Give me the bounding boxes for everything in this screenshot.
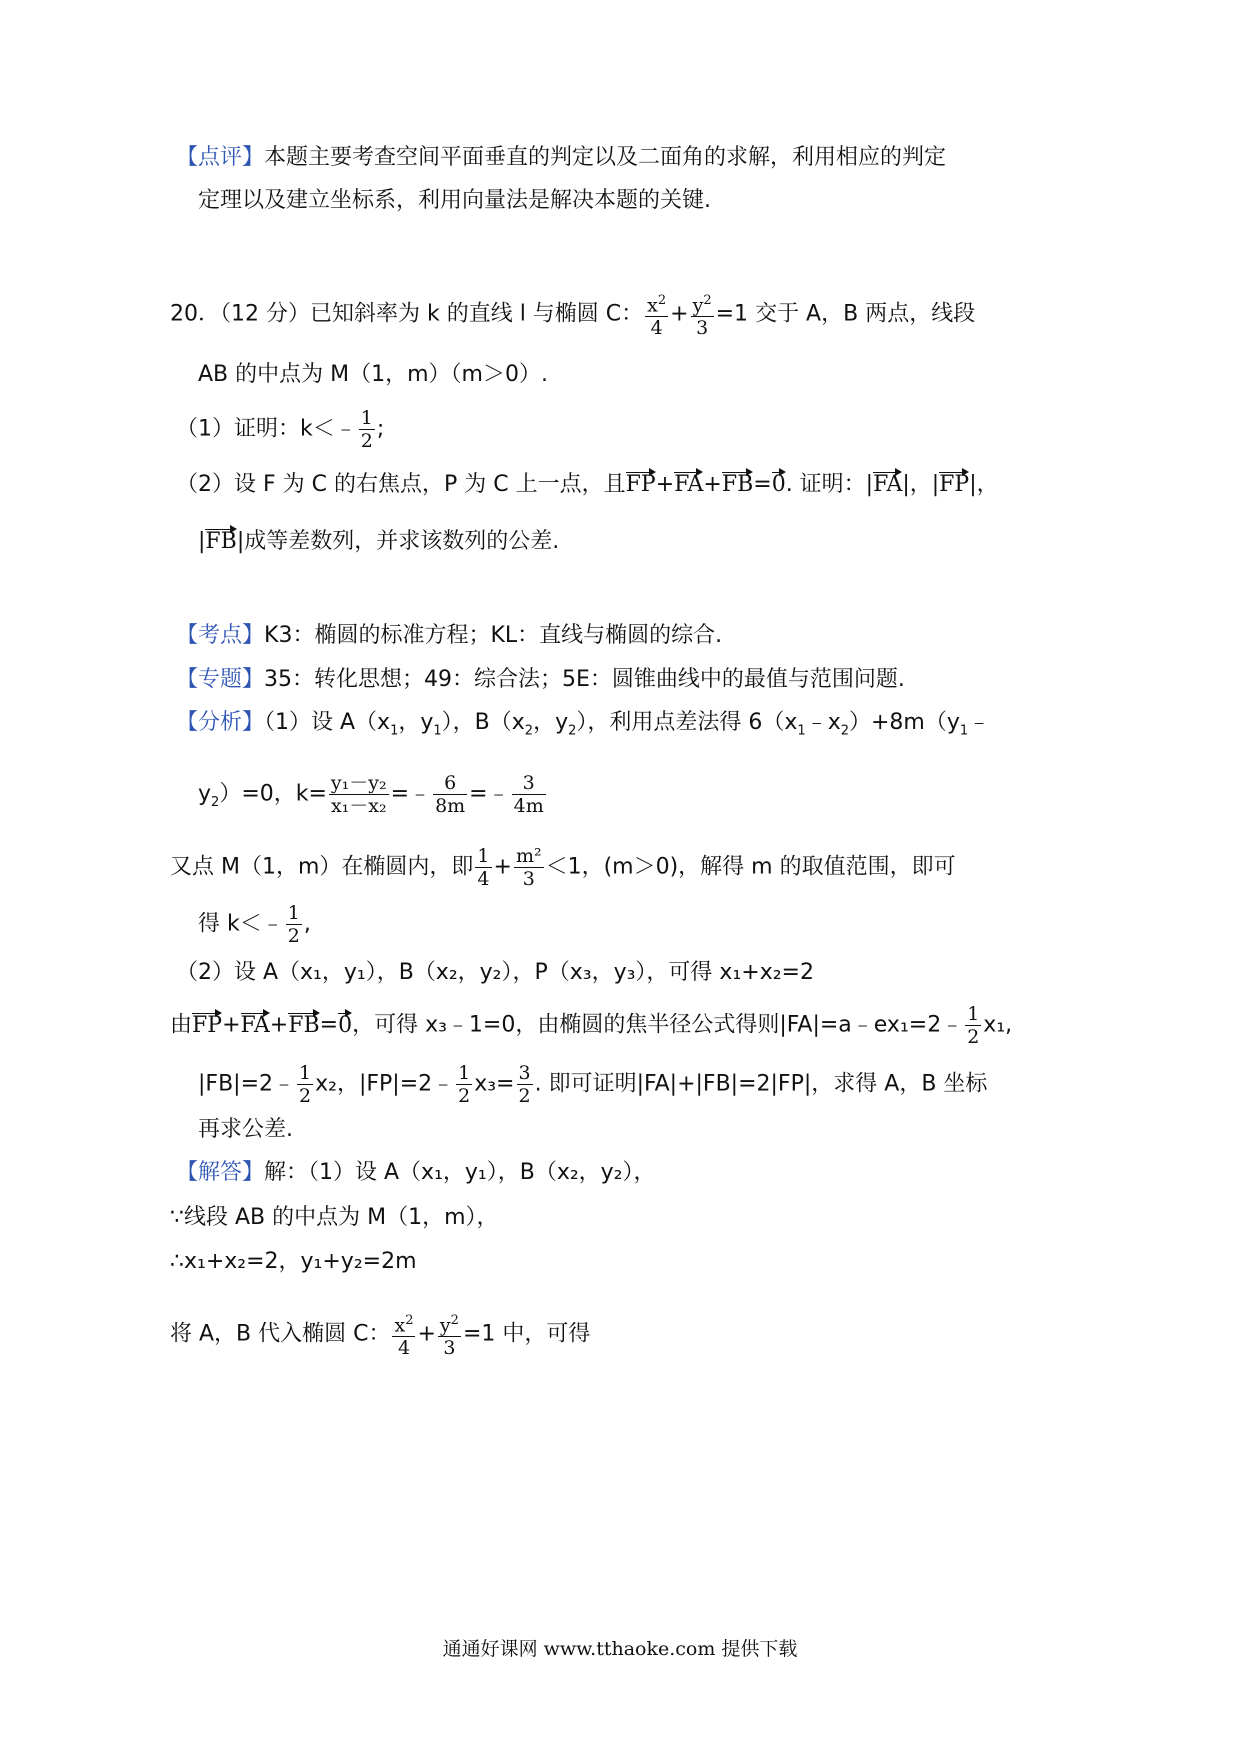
analysis-line-4: 得 k＜﹣ $\frac{1}{2}$ , bbox=[198, 902, 311, 947]
zhuanti: 【专题】35：转化思想；49：综合法；5E：圆锥曲线中的最值与范围问题. bbox=[176, 667, 905, 692]
ellipse-x-term: $\frac{x^2}{4}$ bbox=[645, 290, 668, 339]
review-line-2: 定理以及建立坐标系，利用向量法是解决本题的关键. bbox=[198, 188, 711, 213]
analysis-line-7: |FB|=2﹣ $\frac{1}{2}$ x₂，|FP|=2﹣ $\frac{1}{2}$ x₃= $\frac{3}{2}$ . 即可证明|FA|+|FB|=2|FP|，求得 A，B 坐标 bbox=[198, 1062, 988, 1107]
analysis-line-5: （2）设 A（x₁，y₁），B（x₂，y₂），P（x₃，y₃），可得 x₁+x₂=2 bbox=[176, 960, 814, 985]
analysis-line-1: 【分析】（1）设 $A(x_1$，$y_1$），$B(x_2$，$y_2$），利用点差法得 $6(x_1﹣x_2)+8m(y_1﹣$ bbox=[176, 710, 991, 739]
review-line-1: 【点评】本题主要考查空间平面垂直的判定以及二面角的求解，利用相应的判定 bbox=[176, 145, 947, 170]
problem-line-1: 20．（12 分）已知斜率为 k 的直线 l 与椭圆 C： $\frac{x^2}{4}$ + $\frac{y^2}{3}$ =1 交于 A，B 两点，线段 bbox=[170, 290, 975, 339]
kaodian: 【考点】K3：椭圆的标准方程；KL：直线与椭圆的综合. bbox=[176, 623, 723, 648]
page-footer: 通通好课网 www.tthaoke.com 提供下载 bbox=[442, 1638, 798, 1660]
part-2-line-2: |FB|成等差数列，并求该数列的公差. bbox=[198, 526, 559, 557]
solution-line-1: 【解答】解：（1）设 A（x₁，y₁），B（x₂，y₂）， bbox=[176, 1160, 656, 1185]
problem-line-2: AB 的中点为 M（1，m）（m＞0）. bbox=[198, 362, 548, 387]
solution-line-2: ∵线段 AB 的中点为 M（1，m）， bbox=[170, 1205, 499, 1230]
ellipse-y-term: $\frac{y^2}{3}$ bbox=[691, 290, 714, 339]
part-1: （1）证明：k＜﹣ $\frac{1}{2}$ ; bbox=[176, 407, 385, 452]
analysis-line-8: 再求公差. bbox=[198, 1117, 293, 1142]
half-fraction: $\frac{1}{2}$ bbox=[360, 407, 373, 452]
analysis-line-2: $y_2)=0$，k= $\frac{\text{y₁－y₂}}{\text{x₁－x₂}}$ =﹣ $\frac{6}{8m}$ =﹣ $\frac{3}{4m}$ bbox=[198, 772, 544, 817]
part-2-line-1: （2）设 F 为 C 的右焦点，P 为 C 上一点，且FP+FA+FB=0. 证明：|FA|，|FP|， bbox=[176, 469, 999, 500]
solution-line-3: ∴x₁+x₂=2，y₁+y₂=2m bbox=[170, 1249, 417, 1274]
review-tag: 【点评】 bbox=[176, 145, 265, 170]
analysis-line-6: 由FP+FA+FB=0，可得 x₃﹣1=0，由椭圆的焦半径公式得则|FA|=a﹣ex₁=2﹣ $\frac{1}{2}$ x₁, bbox=[170, 1003, 1013, 1048]
analysis-line-3: 又点 M（1，m）在椭圆内，即 $\frac{1}{4}$ + $\frac{\text{m²}}{3}$ ＜1，(m＞0)，解得 m 的取值范围，即可 bbox=[170, 845, 956, 890]
solution-line-4: 将 A，B 代入椭圆 C： $\frac{x^2}{4}$ + $\frac{y^2}{3}$ =1 中，可得 bbox=[170, 1310, 590, 1359]
